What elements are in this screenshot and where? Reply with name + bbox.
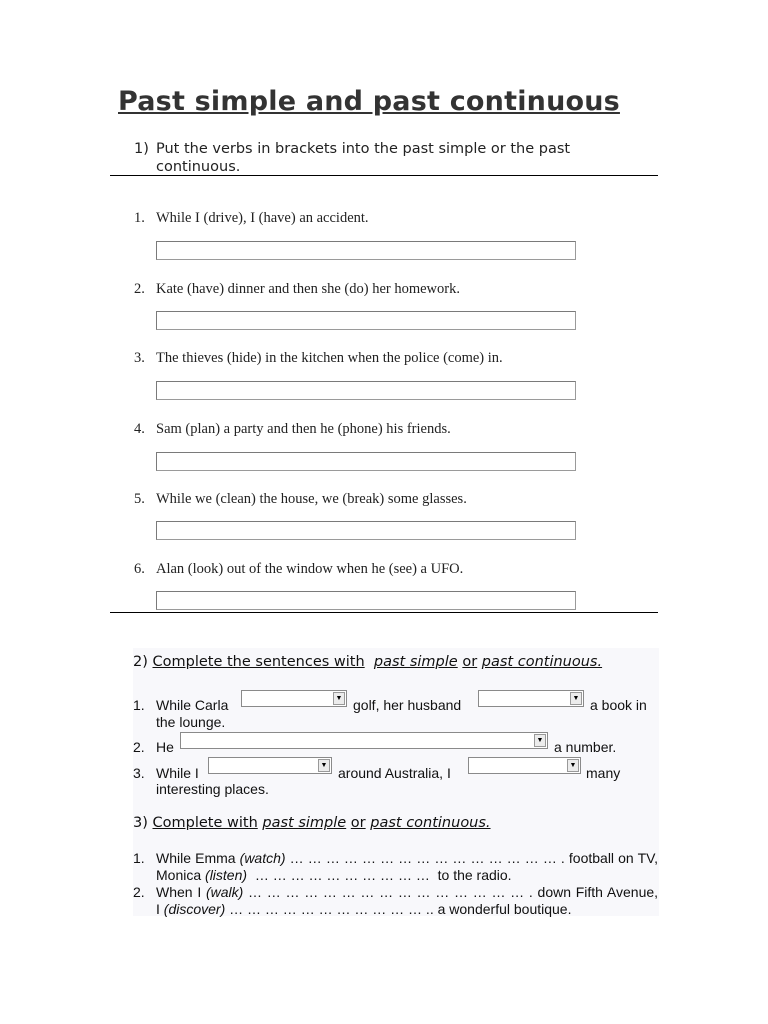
s3-l1b-word: to the radio. [437,867,512,883]
s2-line-2-select[interactable] [180,732,548,749]
s2-line-2-text-b: a number. [554,739,617,755]
s3-line-2 [156,884,658,900]
page-title: Past simple and past continuous [118,86,620,117]
s3-line-2-continuation [156,901,571,917]
s3-line-2-number: 2. [133,884,145,900]
question-5 [134,491,654,508]
answer-field-6[interactable] [156,591,576,610]
s3-l2b-word: a wonderful boutique. [437,901,572,917]
s3-line-1-number: 1. [133,850,145,866]
s3-l2b-blank: … … … … … … … … … … … .. [229,901,434,917]
section-2-or: or [462,654,478,670]
s3-l2b-word: I [156,901,160,917]
s3-line-1-continuation [156,867,512,883]
s3-l1-word: on [618,850,634,866]
question-3 [134,350,654,367]
s3-l2-blank: … … … … … … … … … … … … … … … . [248,884,533,900]
s2-line-1-select-2[interactable] [478,690,584,707]
question-number: 2. [134,281,145,297]
s3-l2-word: I [197,884,202,900]
answer-field-2[interactable] [156,311,576,330]
dropdown-arrow-icon: ▼ [333,692,345,705]
question-text: The thieves (hide) in the kitchen when the police (come) in. [156,350,503,366]
s3-l2-word: Fifth [575,884,603,900]
question-text: While I (drive), I (have) an accident. [156,210,369,226]
section-1-number: 1) [134,141,149,157]
section-3-past-continuous: past continuous. [370,815,491,831]
s2-line-3-number: 3. [133,765,145,781]
section-2-past-continuous: past continuous. [481,654,603,670]
s2-line-3-select-2[interactable] [468,757,581,774]
s2-line-1-select-1[interactable] [241,690,347,707]
s2-line-1-text-a: While Carla [156,697,229,713]
s2-line-3-text-b: around Australia, I [338,765,451,781]
answer-field-3[interactable] [156,381,576,400]
s2-line-3-text-a: While I [156,765,199,781]
s3-l1-word: Emma [195,850,236,866]
section-1-top-rule [110,175,658,176]
s3-line-1 [156,850,658,866]
s2-line-1-number: 1. [133,697,145,713]
s2-line-1-continuation: the lounge. [156,714,226,730]
answer-field-4[interactable] [156,452,576,471]
s2-line-2-number: 2. [133,739,145,755]
question-2 [134,281,654,298]
question-text: Alan (look) out of the window when he (see) a UFO. [156,561,464,577]
s3-l2-word: down [537,884,571,900]
question-number: 1. [134,210,145,226]
s3-l2b-verb: (discover) [163,901,226,917]
s3-l1b-verb: (listen) [205,867,248,883]
question-number: 5. [134,491,145,507]
s2-line-1-text-c: a book in [590,697,647,713]
s3-l2-word: When [156,884,193,900]
question-6 [134,561,654,578]
s2-line-2-text-a: He [156,739,174,755]
question-text: While we (clean) the house, we (break) some glasses. [156,491,467,507]
s3-l1b-word: Monica [156,867,202,883]
answer-field-1[interactable] [156,241,576,260]
s3-l1-word: While [156,850,192,866]
question-number: 6. [134,561,145,577]
section-2-heading [133,654,602,670]
section-1-heading [134,140,634,176]
s3-l1-word: football [568,850,615,866]
question-number: 3. [134,350,145,366]
question-text: Kate (have) dinner and then she (do) her homework. [156,281,460,297]
section-3-heading [133,815,491,831]
s3-l1-verb: (watch) [239,850,286,866]
section-2-past-simple: past simple [373,654,458,670]
dropdown-arrow-icon: ▼ [534,734,546,747]
s3-l2-word: Avenue, [606,884,659,900]
question-4 [134,421,654,438]
section-1-bottom-rule [110,612,658,613]
answer-field-5[interactable] [156,521,576,540]
s2-line-1-text-b: golf, her husband [353,697,462,713]
section-3-past-simple: past simple [262,815,347,831]
section-1-instructions: Put the verbs in brackets into the past simple or the past continuous. [156,141,571,175]
section-3-heading-text: Complete with [152,815,258,831]
s3-l1-blank: … … … … … … … … … … … … … … … . [289,850,565,866]
s3-l1-word: TV, [637,850,659,866]
section-2-heading-text: Complete the sentences with [152,654,365,670]
s3-l2-verb: (walk) [205,884,244,900]
dropdown-arrow-icon: ▼ [567,759,579,772]
s2-line-3-text-c: many [586,765,621,781]
dropdown-arrow-icon: ▼ [570,692,582,705]
s2-line-3-continuation: interesting places. [156,781,269,797]
section-3-or: or [350,815,366,831]
question-text: Sam (plan) a party and then he (phone) his friends. [156,421,451,437]
question-1 [134,210,654,227]
s2-line-3-select-1[interactable] [208,757,332,774]
section-3-number: 3) [133,815,148,831]
section-2-number: 2) [133,654,148,670]
s3-l1b-blank: … … … … … … … … … … [254,867,430,883]
question-number: 4. [134,421,145,437]
dropdown-arrow-icon: ▼ [318,759,330,772]
